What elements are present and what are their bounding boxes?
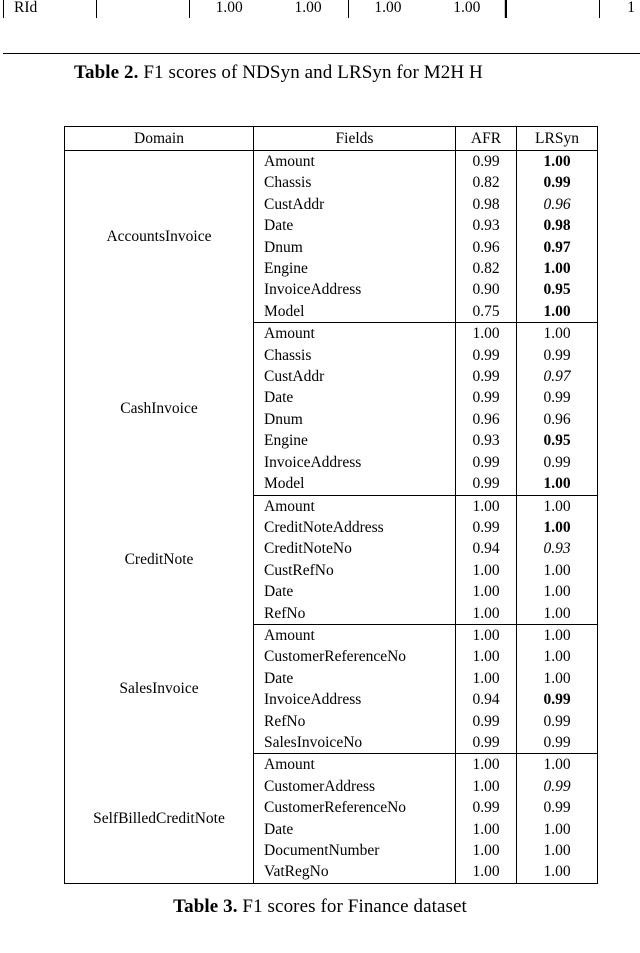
- table3-cell-field: Amount: [254, 151, 456, 173]
- table3-cell-field: Date: [254, 215, 456, 236]
- table3-cell-lrsyn: [517, 711, 598, 732]
- table3-value-lrsyn: 0.99: [543, 691, 571, 709]
- table3-cell-afr: 1.00: [456, 560, 517, 581]
- table3-cell-lrsyn: [517, 345, 598, 366]
- table3-cell-afr: 1.00: [456, 840, 517, 861]
- table3-grid: [64, 126, 598, 884]
- table3-value-lrsyn: 1.00: [543, 648, 571, 666]
- table3-value-lrsyn: 1.00: [543, 475, 571, 493]
- table3-cell-field: InvoiceAddress: [254, 689, 456, 710]
- table3-cell-lrsyn: [517, 732, 598, 754]
- table3-cell-lrsyn: [517, 258, 598, 279]
- table3-cell-lrsyn: [517, 495, 598, 517]
- table3-cell-lrsyn: [517, 797, 598, 818]
- table3-cell-field: Date: [254, 387, 456, 408]
- table3-cell-field: CustomerReferenceNo: [254, 797, 456, 818]
- table3-cell-domain: AccountsInvoice: [65, 151, 254, 323]
- table3-cell-afr: 0.93: [456, 430, 517, 451]
- table2-cell-value: 1.00: [269, 0, 348, 18]
- table3-value-lrsyn: 0.96: [543, 195, 571, 213]
- table3-cell-field: Amount: [254, 624, 456, 646]
- table3-header: [65, 127, 598, 151]
- table3-cell-afr: 1.00: [456, 495, 517, 517]
- table3-value-lrsyn: 1.00: [543, 756, 571, 774]
- table3-value-lrsyn: 1.00: [543, 863, 571, 881]
- table3-value-lrsyn: 0.99: [543, 799, 571, 817]
- column-header-domain: Domain: [65, 127, 254, 151]
- table2-cell-value: 1.00: [427, 0, 506, 18]
- table3-cell-afr: 1.00: [456, 861, 517, 883]
- table2-cell-value: 1.00: [215, 0, 243, 16]
- table3-cell-lrsyn: [517, 473, 598, 495]
- table3-cell-afr: 0.99: [456, 732, 517, 754]
- table3-cell-afr: 0.90: [456, 279, 517, 300]
- table3-cell-domain: CashInvoice: [65, 323, 254, 495]
- table3-cell-lrsyn: [517, 387, 598, 408]
- table3-cell-lrsyn: [517, 172, 598, 193]
- table3-cell-lrsyn: [517, 237, 598, 258]
- table3-cell-field: Engine: [254, 430, 456, 451]
- table3-caption: [0, 895, 640, 919]
- table2-caption-text: F1 scores of NDSyn and LRSyn for M2H H: [138, 62, 483, 83]
- table3-cell-lrsyn: [517, 194, 598, 215]
- table3-value-lrsyn: 0.97: [543, 368, 571, 386]
- table3-cell-field: CreditNoteNo: [254, 538, 456, 559]
- table3-cell-lrsyn: [517, 754, 598, 776]
- table3-cell-lrsyn: [517, 624, 598, 646]
- table3-cell-lrsyn: [517, 517, 598, 538]
- table3-cell-lrsyn: [517, 581, 598, 602]
- table2-caption: [74, 61, 640, 85]
- table3-value-lrsyn: 1.00: [543, 497, 571, 515]
- table3-cell-afr: 0.96: [456, 237, 517, 258]
- table3-cell-afr: 0.99: [456, 387, 517, 408]
- table3-cell-field: Engine: [254, 258, 456, 279]
- table3-cell-lrsyn: [517, 409, 598, 430]
- table3-cell-lrsyn: [517, 776, 598, 797]
- table3-value-lrsyn: 0.95: [543, 281, 571, 299]
- table3-cell-domain: SelfBilledCreditNote: [65, 754, 254, 883]
- table3-value-lrsyn: 1.00: [543, 260, 571, 278]
- table3-cell-field: InvoiceAddress: [254, 452, 456, 473]
- table3-row: [65, 624, 598, 646]
- table2-bottom-rule: [3, 53, 640, 54]
- table3-value-lrsyn: 0.99: [543, 346, 571, 364]
- table3-cell-field: Date: [254, 668, 456, 689]
- table3-value-lrsyn: 1.00: [543, 669, 571, 687]
- table3-cell-lrsyn: [517, 646, 598, 667]
- table2-cell-value: 1: [627, 0, 635, 16]
- table3-cell-lrsyn: [517, 819, 598, 840]
- table3-cell-afr: 0.99: [456, 345, 517, 366]
- table3-cell-afr: 0.94: [456, 538, 517, 559]
- table3-cell-field: Amount: [254, 754, 456, 776]
- table3-value-lrsyn: 0.96: [543, 410, 571, 428]
- table2-grid: [3, 0, 640, 18]
- table3-cell-afr: 1.00: [456, 581, 517, 602]
- table3-value-lrsyn: 0.95: [543, 432, 571, 450]
- table3-value-lrsyn: 0.93: [543, 540, 571, 558]
- table3-value-lrsyn: 1.00: [543, 325, 571, 343]
- table2-cell-blank: [507, 0, 599, 18]
- table3-value-lrsyn: 1.00: [543, 518, 571, 536]
- table3-value-lrsyn: 0.99: [543, 389, 571, 407]
- table3-cell-domain: CreditNote: [65, 495, 254, 624]
- table3-cell-field: SalesInvoiceNo: [254, 732, 456, 754]
- table3-value-lrsyn: 0.97: [543, 238, 571, 256]
- table3-header-row: [65, 127, 598, 151]
- table3-row: [65, 151, 598, 173]
- table3-value-lrsyn: 0.98: [543, 217, 571, 235]
- table3-cell-field: Model: [254, 473, 456, 495]
- table3-cell-afr: 1.00: [456, 646, 517, 667]
- table3-value-lrsyn: 0.99: [543, 733, 571, 751]
- table3-cell-lrsyn: [517, 668, 598, 689]
- table3-cell-field: Dnum: [254, 237, 456, 258]
- table3-value-lrsyn: 0.99: [543, 777, 571, 795]
- table3-cell-afr: 1.00: [456, 754, 517, 776]
- table3-cell-field: DocumentNumber: [254, 840, 456, 861]
- table2-cell-value: 1.00: [374, 0, 402, 16]
- table3-cell-field: CustomerAddress: [254, 776, 456, 797]
- table3-cell-lrsyn: [517, 215, 598, 236]
- table2-partial: [3, 0, 640, 18]
- table3-cell-afr: 0.82: [456, 258, 517, 279]
- table2-caption-number: Table 2.: [74, 62, 139, 83]
- table3-cell-lrsyn: [517, 689, 598, 710]
- table3-cell-field: RefNo: [254, 711, 456, 732]
- table3-row: [65, 495, 598, 517]
- table3-value-lrsyn: 1.00: [543, 561, 571, 579]
- table3-value-lrsyn: 1.00: [543, 820, 571, 838]
- table3-cell-afr: 0.99: [456, 517, 517, 538]
- table3-value-lrsyn: 1.00: [543, 302, 571, 320]
- table3-cell-afr: 0.99: [456, 452, 517, 473]
- table3-cell-afr: 0.99: [456, 797, 517, 818]
- table3-cell-afr: 1.00: [456, 776, 517, 797]
- body-text-clipped: [36, 933, 636, 953]
- table3-cell-domain: SalesInvoice: [65, 624, 254, 753]
- table3-cell-field: VatRegNo: [254, 861, 456, 883]
- table3-cell-field: Chassis: [254, 345, 456, 366]
- table3-cell-lrsyn: [517, 861, 598, 883]
- table3-value-lrsyn: 1.00: [543, 626, 571, 644]
- table3-cell-afr: 1.00: [456, 603, 517, 625]
- table3-value-lrsyn: 1.00: [543, 583, 571, 601]
- column-header-fields: Fields: [254, 127, 456, 151]
- table3-cell-afr: 1.00: [456, 624, 517, 646]
- table3-cell-afr: 0.93: [456, 215, 517, 236]
- table3-cell-afr: 0.75: [456, 301, 517, 323]
- table3-value-lrsyn: 0.99: [543, 453, 571, 471]
- table3-value-lrsyn: 1.00: [543, 153, 571, 170]
- table3-cell-afr: 1.00: [456, 668, 517, 689]
- table3-cell-afr: 1.00: [456, 323, 517, 345]
- table3-value-lrsyn: 1.00: [543, 842, 571, 859]
- table3-caption-number: Table 3.: [173, 896, 238, 917]
- table3-cell-field: CreditNoteAddress: [254, 517, 456, 538]
- table3-cell-lrsyn: [517, 560, 598, 581]
- table3-cell-field: CustomerReferenceNo: [254, 646, 456, 667]
- table3-cell-afr: 1.00: [456, 819, 517, 840]
- table3-cell-field: InvoiceAddress: [254, 279, 456, 300]
- table3-cell-lrsyn: [517, 430, 598, 451]
- table3-row: [65, 323, 598, 345]
- table3-cell-afr: 0.99: [456, 711, 517, 732]
- table3-caption-text: F1 scores for Finance dataset: [237, 896, 467, 917]
- table3-cell-field: CustRefNo: [254, 560, 456, 581]
- table3-cell-lrsyn: [517, 603, 598, 625]
- table3-cell-afr: 0.82: [456, 172, 517, 193]
- table3-value-lrsyn: 0.99: [543, 712, 571, 730]
- table2-body: [4, 0, 640, 18]
- table3-body: [65, 151, 598, 884]
- table3-cell-field: RefNo: [254, 603, 456, 625]
- table3-cell-afr: 0.99: [456, 151, 517, 173]
- column-header-afr: AFR: [456, 127, 517, 151]
- table3-cell-field: CustAddr: [254, 194, 456, 215]
- table3-cell-field: Date: [254, 819, 456, 840]
- table3-cell-afr: 0.99: [456, 473, 517, 495]
- table2-cell-rowlabel: RId: [4, 0, 97, 18]
- table3-cell-lrsyn: [517, 538, 598, 559]
- table3-value-lrsyn: 1.00: [543, 604, 571, 622]
- table3-row: [65, 754, 598, 776]
- table3-cell-lrsyn: [517, 279, 598, 300]
- table3-cell-field: CustAddr: [254, 366, 456, 387]
- table2-row: [4, 0, 640, 18]
- table3-cell-afr: 0.96: [456, 409, 517, 430]
- table3-cell-field: Dnum: [254, 409, 456, 430]
- table3-cell-field: Amount: [254, 323, 456, 345]
- table3-cell-lrsyn: [517, 301, 598, 323]
- table3-cell-field: Amount: [254, 495, 456, 517]
- table2-cell-blank: [97, 0, 189, 18]
- table3-cell-afr: 0.99: [456, 366, 517, 387]
- table3-cell-field: Date: [254, 581, 456, 602]
- table3-cell-lrsyn: [517, 840, 598, 861]
- table3-cell-lrsyn: [517, 151, 598, 173]
- table3-container: [64, 126, 598, 884]
- table3-cell-lrsyn: [517, 366, 598, 387]
- table3-cell-lrsyn: [517, 323, 598, 345]
- table3-cell-afr: 0.94: [456, 689, 517, 710]
- table3-cell-field: Model: [254, 301, 456, 323]
- table3-value-lrsyn: 0.99: [543, 174, 571, 192]
- table3-cell-lrsyn: [517, 452, 598, 473]
- column-header-lrsyn: LRSyn: [517, 127, 598, 151]
- table3-cell-field: Chassis: [254, 172, 456, 193]
- table3-cell-afr: 0.98: [456, 194, 517, 215]
